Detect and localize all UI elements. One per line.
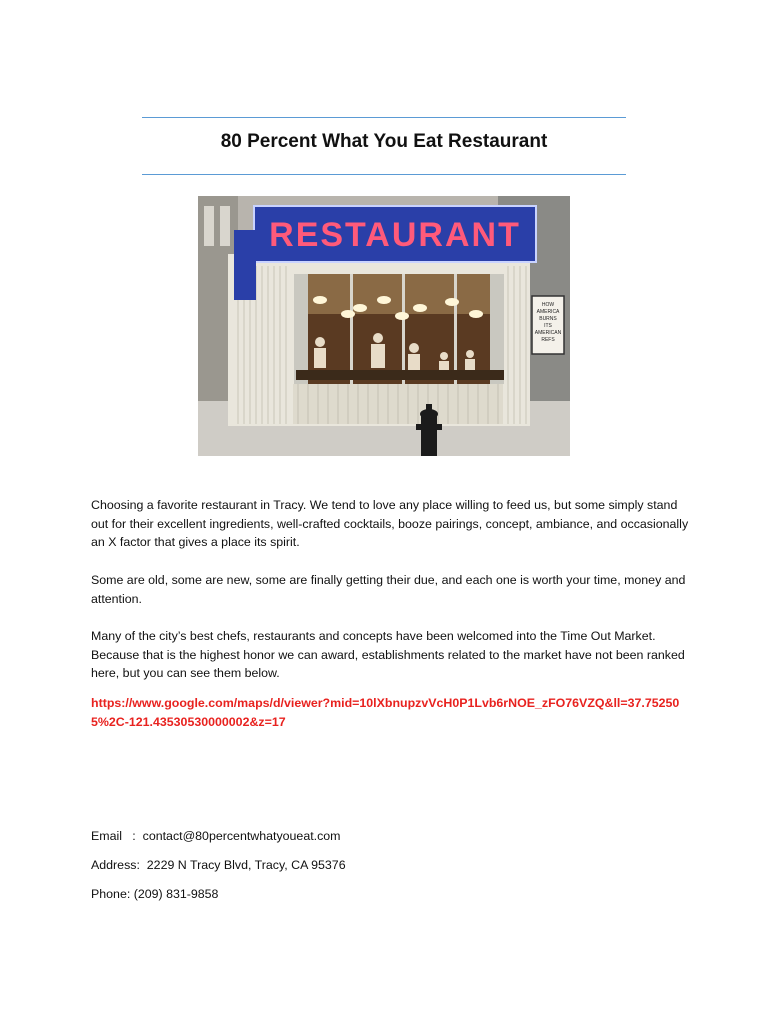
title-bottom-rule (142, 174, 626, 175)
svg-text:HOW: HOW (541, 302, 555, 308)
second-paragraph: Some are old, some are new, some are finally getting their due, and each one is worth your time, money and attention. (91, 573, 686, 606)
map-link[interactable]: https://www.google.com/maps/d/viewer?mid=10lXbnupzvVcH0P1Lvb6rNOE_zFO76VZQ&ll=37.752505%2C-121.43530530000002&z=17 (91, 696, 680, 729)
contact-phone: Phone: (209) 831-9858 (91, 887, 219, 901)
third-paragraph: Many of the city’s best chefs, restaurants and concepts have been welcomed into the Time Out Market. Because that is the highest honor we can award, establishments related to the market have not been ranked here, but you can see them below. (91, 629, 685, 680)
sign-text: RESTAURANT (269, 216, 521, 254)
title-top-rule (142, 117, 626, 118)
restaurant-photo (198, 196, 570, 456)
contact-email: Email : contact@80percentwhatyoueat.com (91, 829, 341, 843)
intro-paragraph: Choosing a favorite restaurant in Tracy. We tend to love any place willing to feed us, but some simply stand out for their excellent ingredients, well-crafted cocktails, booze pairings, concept, ambiance, and occasionally an X factor that gives a place its spirit. (91, 498, 689, 549)
svg-text:ITS: ITS (544, 323, 552, 329)
svg-text:BURNS: BURNS (539, 316, 557, 322)
svg-text:REFS: REFS (541, 337, 555, 343)
svg-text:AMERICAN: AMERICAN (534, 330, 562, 336)
contact-address: Address: 2229 N Tracy Blvd, Tracy, CA 95376 (91, 858, 346, 872)
page-title: 80 Percent What You Eat Restaurant (220, 131, 548, 152)
svg-text:AMERICA: AMERICA (536, 309, 560, 315)
